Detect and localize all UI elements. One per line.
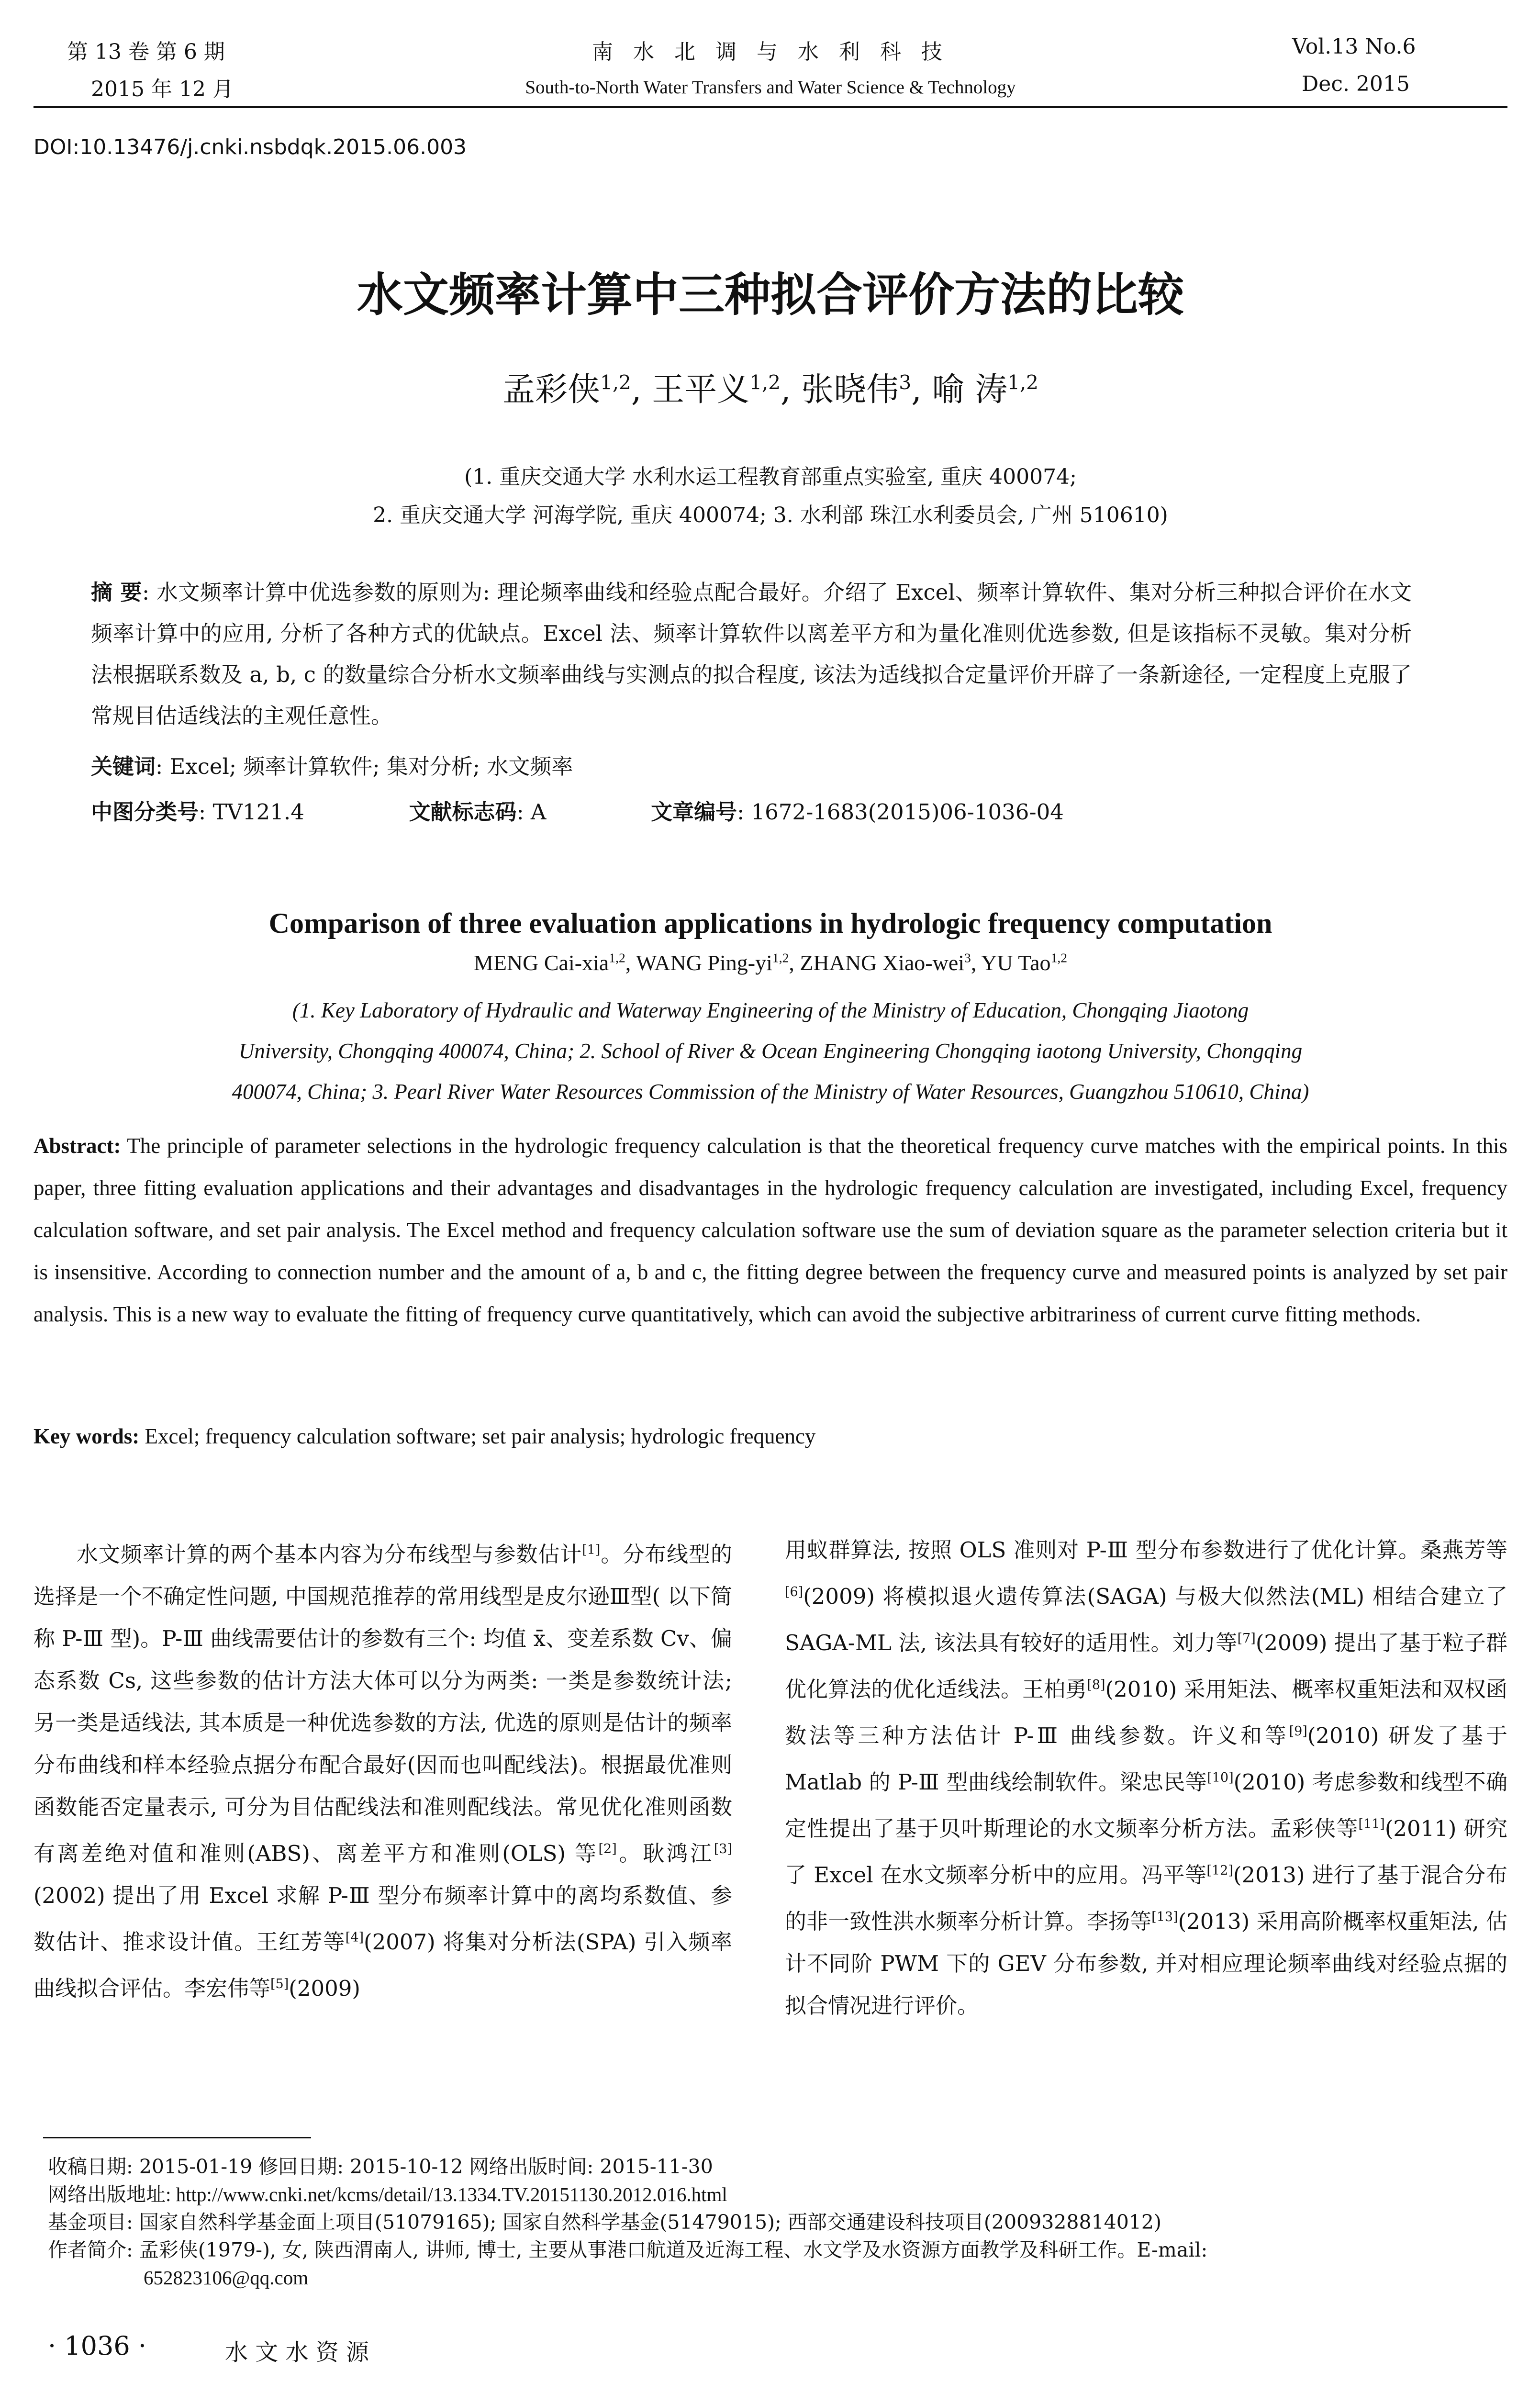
article-no-label: 文章编号	[651, 799, 737, 825]
affiliation-cn-2: 2. 重庆交通大学 河海学院, 重庆 400074; 3. 水利部 珠江水利委员会, 广州 510610)	[373, 503, 1168, 527]
affiliation-en-1: (1. Key Laboratory of Hydraulic and Waterway Engineering of the Ministry of Education, Chongqing Jiaotong	[292, 998, 1249, 1022]
author-name: 孟彩侠	[502, 371, 600, 409]
citation: [5]	[270, 1977, 289, 1991]
author-name: 张晓伟	[801, 371, 899, 409]
author-affil-sup: 1,2	[600, 371, 631, 394]
author-name-en: ZHANG Xiao-wei	[800, 950, 965, 975]
doi: DOI:10.13476/j.cnki.nsbdqk.2015.06.003	[33, 135, 467, 159]
keywords-cn-text: : Excel; 频率计算软件; 集对分析; 水文频率	[156, 754, 573, 779]
body-text: (2010) 研发了基于 Matlab 的 P-Ⅲ 型曲线绘制软件。梁忠民等	[785, 1723, 1507, 1795]
header-rule	[33, 106, 1507, 108]
keywords-en-label: Key words:	[33, 1424, 140, 1448]
affiliation-en-3: 400074, China; 3. Pearl River Water Resources Commission of the Ministry of Water Resources, Guangzhou 510610, China)	[232, 1080, 1309, 1104]
author-name-en: WANG Ping-yi	[636, 950, 772, 975]
footnote-author: 作者简介: 孟彩侠(1979-), 女, 陕西渭南人, 讲师, 博士, 主要从事港口航道及近海工程、水文学及水资源方面教学及科研工作。E-mail:	[48, 2238, 1208, 2261]
paper-title-en: Comparison of three evaluation applications in hydrologic frequency computation	[268, 907, 1272, 939]
body-column-left	[33, 1529, 732, 2010]
citation: [6]	[785, 1585, 803, 1599]
article-no-value: : 1672-1683(2015)06-1036-04	[737, 799, 1064, 825]
affiliation-en-2: University, Chongqing 400074, China; 2. School of River & Ocean Engineering Chongqing iaotong University, Chongqing	[238, 1039, 1303, 1063]
citation: [1]	[582, 1543, 601, 1557]
keywords-en-text: Excel; frequency calculation software; set pair analysis; hydrologic frequency	[145, 1424, 816, 1448]
body-text: (2010) 采用矩法、概率权重矩法和双权函数法等三种方法估计 P-Ⅲ 曲线参数。许义和等	[785, 1677, 1507, 1748]
author-affil-sup: 1,2	[772, 950, 789, 965]
keywords-cn	[91, 749, 573, 780]
body-text: (2011) 研究了 Excel 在水文频率分析中的应用。冯平等	[785, 1816, 1507, 1888]
volume-issue-en: Vol.13 No.6	[1292, 34, 1416, 59]
clc-label: 中图分类号	[91, 799, 199, 825]
body-text: 用蚁群算法, 按照 OLS 准则对 P-Ⅲ 型分布参数进行了优化计算。桑燕芳等	[785, 1537, 1507, 1563]
author-name: 喻 涛	[932, 371, 1008, 409]
body-text: 。耿鸿江	[616, 1841, 714, 1866]
body-text: 。分布线型的选择是一个不确定性问题, 中国规范推荐的常用线型是皮尔逊Ⅲ型( 以下简称 P-Ⅲ 型)。P-Ⅲ 曲线需要估计的参数有三个: 均值 x̄、变差系数 Cv、偏态系数 Cs, 这些参数的估计方法大体可以分为两类: 一类是参数统计法; 另一类是适线法, 其本质是一种优选参数的方法, 优选的原则是估计的频率分布曲线和样本经验点据分布配合最好(因而也叫配线法)。根据最优准则函数能否定量表示, 可分为目估配线法和准则配线法。常见优化准则函数有离差绝对值和准则(ABS)、离差平方和准则(OLS) 等	[33, 1542, 732, 1866]
abstract-cn	[91, 572, 1412, 737]
keywords-cn-label: 关键词	[91, 754, 156, 779]
abstract-cn-text: : 水文频率计算中优选参数的原则为: 理论频率曲线和经验点配合最好。介绍了 Excel、频率计算软件、集对分析三种拟合评价在水文频率计算中的应用, 分析了各种方式的优缺点。Excel 法、频率计算软件以离差平方和为量化准则优选参数, 但是该指标不灵敏。集对分析法根据联系数及 a, b, c 的数量综合分析水文频率曲线与实测点的拟合程度, 该法为适线拟合定量评价开辟了一条新途径, 一定程度上克服了常规目估适线法的主观任意性。	[91, 580, 1412, 728]
body-text: (2010) 考虑参数和线型不确定性提出了基于贝叶斯理论的水文频率分析方法。孟彩侠等	[785, 1769, 1507, 1841]
author-name-en: YU Tao	[981, 950, 1051, 975]
body-text: (2009) 将模拟退火遗传算法(SAGA) 与极大似然法(ML) 相结合建立了 SAGA-ML 法, 该法具有较好的适用性。刘力等	[785, 1584, 1507, 1655]
citation: [8]	[1087, 1677, 1105, 1692]
author-affil-sup: 1,2	[749, 371, 781, 394]
author-name-en: MENG Cai-xia	[473, 950, 609, 975]
footnote-email: 652823106@qq.com	[144, 2267, 309, 2289]
doc-code-value: : A	[516, 799, 547, 825]
journal-name-en: South-to-North Water Transfers and Water Science & Technology	[525, 77, 1016, 98]
authors-en: MENG Cai-xia$^{1,2}$, WANG Ping-yi$^{1,2}$, ZHANG Xiao-wei$^3$, YU Tao$^{1,2}$	[473, 950, 1068, 975]
body-text: (2007) 将集对分析法(SPA) 引入频率曲线拟合评估。李宏伟等	[33, 1929, 732, 2001]
author-affil-sup: 1,2	[609, 950, 625, 965]
body-text: (2009) 提出了基于粒子群优化算法的优化适线法。王柏勇	[785, 1630, 1507, 1702]
paper-title-cn: 水文频率计算中三种拟合评价方法的比较	[357, 268, 1184, 322]
footer-journal: 水 文 水 资 源	[225, 2339, 369, 2366]
body-text: (2013) 采用高阶概率权重矩法, 估计不同阶 PWM 下的 GEV 分布参数, 并对相应理论频率曲线对经验点据的拟合情况进行评价。	[785, 1909, 1507, 2018]
citation: [10]	[1207, 1770, 1234, 1785]
citation: [2]	[598, 1842, 617, 1856]
citation: [3]	[714, 1842, 732, 1856]
author-affil-sup: 3	[899, 371, 912, 394]
body-column-right	[785, 1529, 1507, 2027]
citation: [12]	[1206, 1863, 1233, 1878]
issue-date: 2015 年 12 月	[91, 77, 234, 101]
affiliation-cn-1: (1. 重庆交通大学 水利水运工程教育部重点实验室, 重庆 400074;	[464, 465, 1077, 489]
citation: [4]	[345, 1930, 364, 1945]
author-affil-sup: 1,2	[1007, 371, 1038, 394]
body-text: (2009)	[289, 1976, 360, 2001]
abstract-cn-label: 摘 要	[91, 580, 142, 605]
footnote-fund: 基金项目: 国家自然科学基金面上项目(51079165); 国家自然科学基金(51479015); 西部交通建设科技项目(2009328814012)	[48, 2211, 1161, 2234]
page-number: · 1036 ·	[48, 2331, 147, 2361]
doc-code-label: 文献标志码	[409, 799, 517, 825]
citation: [13]	[1151, 1910, 1178, 1924]
author-name: 王平义	[652, 371, 750, 409]
keywords-en	[33, 1424, 815, 1449]
footnote-rule	[43, 2137, 311, 2138]
author-affil-sup: 3	[964, 950, 971, 965]
abstract-en-text: The principle of parameter selections in the hydrologic frequency calculation is that the theoretical frequency curve matches with the empirical points. In this paper, three fitting evaluation applications and their advantages and disadvantages in the hydrologic frequency calculation are investigated, including Excel, frequency calculation software, and set pair analysis. The Excel method and frequency calculation software use the sum of deviation square as the parameter selection criteria but it is insensitive. According to connection number and the amount of a, b and c, the fitting degree between the frequency curve and measured points is analyzed by set pair analysis. This is a new way to evaluate the fitting of frequency curve quantitatively, which can avoid the subjective arbitrariness of current curve fitting methods.	[33, 1134, 1508, 1326]
abstract-en	[33, 1125, 1507, 1335]
citation: [11]	[1358, 1817, 1385, 1832]
issue-date-en: Dec. 2015	[1302, 72, 1410, 96]
abstract-en-label: Abstract:	[33, 1134, 121, 1158]
citation: [7]	[1237, 1631, 1256, 1646]
body-text: (2013) 进行了基于混合分布的非一致性洪水频率分析计算。李扬等	[785, 1862, 1507, 1934]
classification-line	[91, 794, 1064, 826]
body-text: (2002) 提出了用 Excel 求解 P-Ⅲ 型分布频率计算中的离均系数值、参数估计、推求设计值。王红芳等	[33, 1883, 732, 1955]
body-text: 水文频率计算的两个基本内容为分布线型与参数估计	[77, 1542, 582, 1567]
volume-issue: 第 13 卷 第 6 期	[67, 40, 225, 64]
footnote-dates: 收稿日期: 2015-01-19 修回日期: 2015-10-12 网络出版时间: 2015-11-30	[48, 2155, 713, 2178]
author-affil-sup: 1,2	[1050, 950, 1068, 965]
authors-cn: 孟彩侠$^{1,2}$, 王平义$^{1,2}$, 张晓伟$^3$, 喻 涛$^{1,2}$	[502, 371, 1038, 409]
footnote-online: 网络出版地址: http://www.cnki.net/kcms/detail/13.1334.TV.20151130.2012.016.html	[48, 2183, 727, 2205]
citation: [9]	[1289, 1724, 1307, 1739]
journal-name-cn: 南 水 北 调 与 水 利 科 技	[592, 40, 949, 64]
clc-value: : TV121.4	[199, 799, 304, 825]
